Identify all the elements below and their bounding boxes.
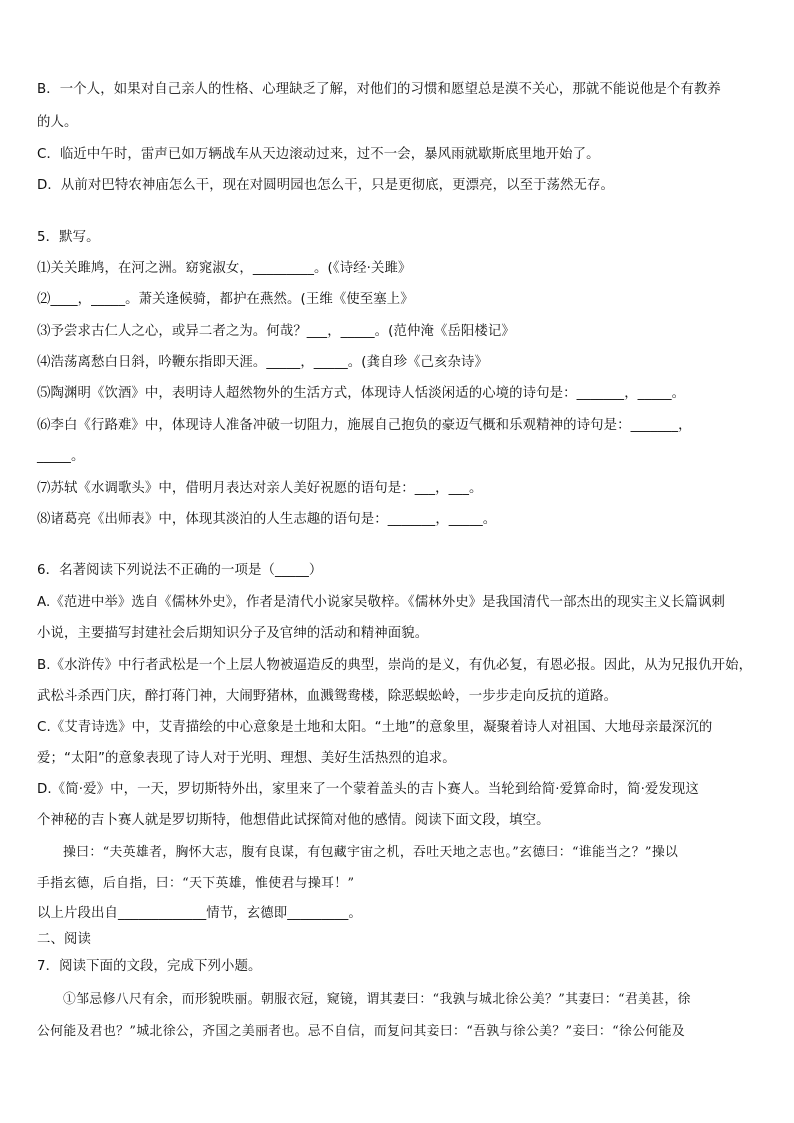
option-c-line-2: 爱；“太阳”的意象表现了诗人对于光明、理想、美好生活热烈的追求。 <box>37 751 456 766</box>
option-c-line-1: C.《艾青诗选》中，艾青描绘的中心意象是土地和太阳。“土地”的意象里，凝聚着诗人对祖国、大地母亲最深沉的 <box>37 720 713 735</box>
fill-blank-line: 以上片段出自_____________情节，玄德即_________。 <box>37 906 362 921</box>
line-4: D．从前对巴特农神庙怎么干，现在对圆明园也怎么干，只是更彻底，更漂亮，以至于荡然无存。 <box>37 178 615 193</box>
line-1: B．一个人，如果对自己亲人的性格、心理缺乏了解，对他们的习惯和愿望总是漠不关心，那就不能说他是个有教养 <box>37 82 721 97</box>
line-3: C．临近中午时，雷声已如万辆战车从天边滚动过来，过不一会，暴风雨就歇斯底里地开始了。 <box>37 147 600 162</box>
option-d-line-1: D.《简·爱》中，一天，罗切斯特外出，家里来了一个蒙着盖头的吉卜赛人。当轮到给简·爱算命时，简·爱发现这 <box>37 782 699 797</box>
line-q5-2: ⑵____，_____。萧关逢候骑，都护在燕然。(王维《使至塞上》 <box>37 292 414 307</box>
line-q5-5: ⑸陶渊明《饮酒》中，表明诗人超然物外的生活方式，体现诗人恬淡闲适的心境的诗句是：_______，_____。 <box>37 386 686 401</box>
question-7-heading: 7．阅读下面的文段，完成下列小题。 <box>37 959 262 974</box>
question-5-heading: 5．默写。 <box>37 230 100 245</box>
section-reading-heading: 二、阅读 <box>37 932 91 947</box>
passage-line-1: ①邹忌修八尺有余，而形貌昳丽。朝服衣冠，窥镜，谓其妻曰：“我孰与城北徐公美？”其妻曰：“君美甚，徐 <box>63 992 691 1007</box>
line-q5-3: ⑶予尝求古仁人之心，或异二者之为。何哉？___，_____。(范仲淹《岳阳楼记》 <box>37 324 515 339</box>
option-a-line-1: A.《范进中举》选自《儒林外史》，作者是清代小说家吴敬梓。《儒林外史》是我国清代一部杰出的现实主义长篇讽刺 <box>37 595 725 610</box>
quote-line-2: 手指玄德，后自指，曰：“天下英雄，惟使君与操耳！” <box>37 876 355 891</box>
option-a-line-2: 小说，主要描写封建社会后期知识分子及官绅的活动和精神面貌。 <box>37 626 429 641</box>
line-q5-8: ⑻诸葛亮《出师表》中，体现其淡泊的人生志趣的语句是：_______，_____。 <box>37 512 497 527</box>
option-b-line-1: B.《水浒传》中行者武松是一个上层人物被逼造反的典型，崇尚的是义，有仇必复，有恩必报。因此，从为兄报仇开始， <box>37 658 753 673</box>
line-q5-7: ⑺苏轼《水调歌头》中，借明月表达对亲人美好祝愿的语句是：___，___。 <box>37 481 483 496</box>
line-q5-1: ⑴关关雎鸠，在河之洲。窈窕淑女，_________。(《诗经·关雎》 <box>37 261 412 276</box>
quote-line-1: 操曰：“夫英雄者，胸怀大志，腹有良谋，有包藏宇宙之机，吞吐天地之志也。”玄德曰：“谁能当之？”操以 <box>63 845 679 860</box>
option-d-line-2: 个神秘的吉卜赛人就是罗切斯特，他想借此试探简对他的感情。阅读下面文段，填空。 <box>37 813 550 828</box>
passage-line-2: 公何能及君也？”城北徐公，齐国之美丽者也。忌不自信，而复问其妾曰：“吾孰与徐公美？”妾曰：“徐公何能及 <box>37 1024 686 1039</box>
line-2: 的人。 <box>37 115 78 130</box>
line-q5-6: ⑹李白《行路难》中，体现诗人准备冲破一切阻力，施展自己抱负的豪迈气概和乐观精神的诗句是：_______， <box>37 418 692 433</box>
option-b-line-2: 武松斗杀西门庆，醉打蒋门神，大闹野猪林，血溅鸳鸯楼，除恶蜈蚣岭，一步步走向反抗的道路。 <box>37 689 618 704</box>
line-q5-4: ⑷浩荡离愁白日斜，吟鞭东指即天涯。_____，_____。(龚自珍《己亥杂诗》 <box>37 355 489 370</box>
question-6-heading: 6．名著阅读下列说法不正确的一项是（_____） <box>37 563 323 578</box>
line-q5-6b: _____。 <box>37 449 85 464</box>
